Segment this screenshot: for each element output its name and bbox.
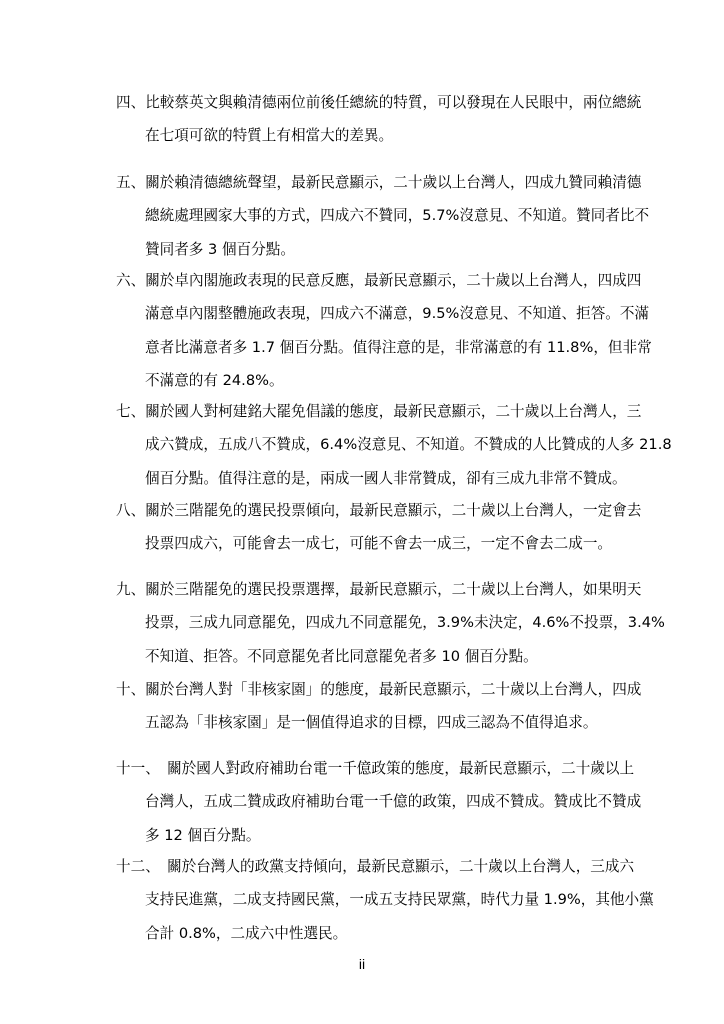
paragraph-line: 五認為「非核家園」是一個值得追求的目標，四成三認為不值得追求。 <box>145 714 598 732</box>
paragraph-line: 十一、 關於國人對政府補助台電一千億政策的態度，最新民意顯示，二十歲以上 <box>116 760 635 777</box>
paragraph-line: 意者比滿意者多 1.7 個百分點。值得注意的是，非常滿意的有 11.8%，但非常 <box>145 338 652 356</box>
paragraph-line: 五、關於賴清德總統聲望，最新民意顯示，二十歲以上台灣人，四成九贊同賴清德 <box>116 174 642 191</box>
finding-paragraph-8 <box>116 494 646 561</box>
finding-paragraph-7 <box>116 395 672 495</box>
paragraph-line: 九、關於三階罷免的選民投票選擇，最新民意顯示，二十歲以上台灣人，如果明天 <box>116 581 642 598</box>
paragraph-line: 十二、 關於台灣人的政黨支持傾向，最新民意顯示，二十歲以上台灣人，三成六 <box>116 858 635 875</box>
paragraph-line: 不知道、拒答。不同意罷免者比同意罷免者多 10 個百分點。 <box>145 647 538 665</box>
paragraph-line: 支持民進黨，二成支持國民黨，一成五支持民眾黨，時代力量 1.9%，其他小黨 <box>145 891 654 909</box>
paragraph-line: 合計 0.8%，二成六中性選民。 <box>145 924 348 942</box>
paragraph-line: 四、比較蔡英文與賴清德兩位前後任總統的特質，可以發現在人民眼中，兩位總統 <box>116 94 642 111</box>
paragraph-line: 滿意卓內閣整體施政表現，四成六不滿意，9.5%沒意見、不知道、拒答。不滿 <box>145 305 650 323</box>
finding-paragraph-4 <box>116 86 646 153</box>
paragraph-line: 投票四成六，可能會去一成七，可能不會去一成三，一定不會去二成一。 <box>145 535 613 553</box>
paragraph-line: 台灣人，五成二贊成政府補助台電一千億的政策，四成不贊成。贊成比不贊成 <box>145 793 642 811</box>
paragraph-line: 多 12 個百分點。 <box>145 826 261 844</box>
paragraph-line: 總統處理國家大事的方式，四成六不贊同，5.7%沒意見、不知道。贊同者比不 <box>145 207 650 225</box>
finding-paragraph-5 <box>116 166 650 266</box>
paragraph-line: 七、關於國人對柯建銘大罷免倡議的態度，最新民意顯示，二十歲以上台灣人，三 <box>116 403 642 420</box>
paragraph-line: 在七項可欲的特質上有相當大的差異。 <box>145 127 394 145</box>
page-number: ii <box>358 956 366 972</box>
paragraph-line: 投票，三成九同意罷免，四成九不同意罷免，3.9%未決定，4.6%不投票，3.4% <box>145 614 665 632</box>
paragraph-line: 贊同者多 3 個百分點。 <box>145 240 295 258</box>
finding-paragraph-12 <box>116 850 654 950</box>
paragraph-line: 六、關於卓內閣施政表現的民意反應，最新民意顯示，二十歲以上台灣人，四成四 <box>116 272 642 289</box>
paragraph-line: 不滿意的有 24.8%。 <box>145 371 284 389</box>
paragraph-line: 八、關於三階罷免的選民投票傾向，最新民意顯示，二十歲以上台灣人，一定會去 <box>116 502 642 519</box>
finding-paragraph-9 <box>116 573 665 673</box>
finding-paragraph-10 <box>116 673 646 740</box>
finding-paragraph-6 <box>116 264 652 397</box>
paragraph-line: 個百分點。值得注意的是，兩成一國人非常贊成，卻有三成九非常不贊成。 <box>145 469 627 487</box>
paragraph-line: 十、關於台灣人對「非核家園」的態度，最新民意顯示，二十歲以上台灣人，四成 <box>116 681 642 698</box>
paragraph-line: 成六贊成，五成八不贊成，6.4%沒意見、不知道。不贊成的人比贊成的人多 21.8 <box>145 436 672 454</box>
finding-paragraph-11 <box>116 752 646 852</box>
